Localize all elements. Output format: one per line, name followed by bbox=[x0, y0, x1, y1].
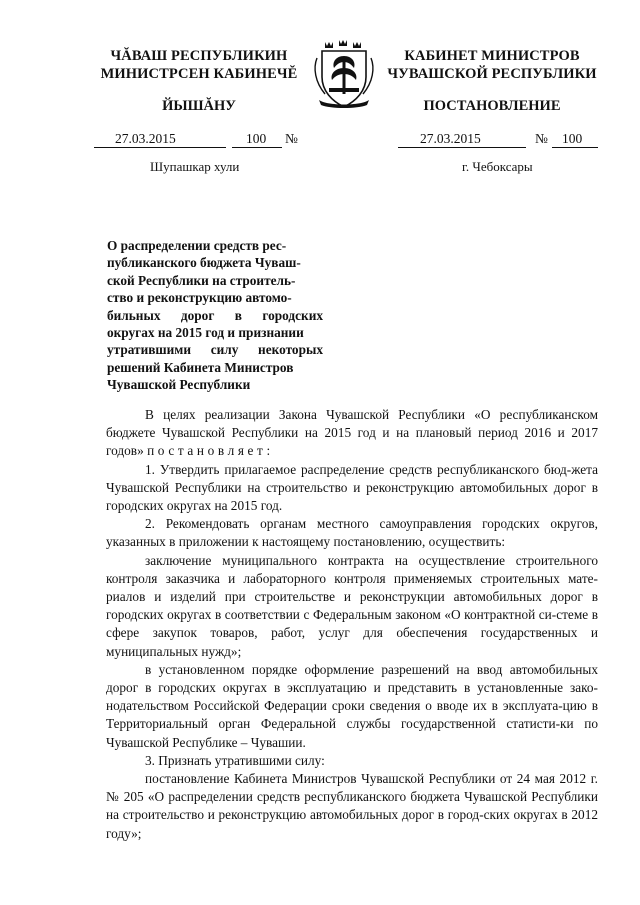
right-number-sign: № bbox=[535, 131, 548, 146]
right-date: 27.03.2015 bbox=[420, 131, 481, 146]
body-paragraph: заключение муниципального контракта на осуществление строительного контроля заказчика и лабораторного контроля применяемых строительных мате-риалов и изделий при строительстве и реконструкции автомобильных дорог в городских округах в соответствии с Федеральным законом «О контрактной си-стеме в сфере закупок товаров, работ, услуг для обеспечения государственных и муниципальных нужд»; bbox=[106, 552, 598, 659]
left-number: 100 bbox=[246, 131, 267, 146]
preamble-paragraph bbox=[106, 406, 598, 461]
left-city: Шупашкар хули bbox=[150, 159, 240, 174]
preamble-text: В целях реализации Закона Чувашской Республики «О республиканском бюджете Чувашской Республики на 2015 год и на плановый период 2016 и 2017 годов» bbox=[106, 407, 598, 459]
right-doc-type: ПОСТАНОВЛЕНИЕ bbox=[423, 98, 561, 114]
title-line: решений Кабинета Министров bbox=[107, 359, 294, 375]
title-line: публиканского бюджета Чуваш- bbox=[107, 255, 301, 271]
document-title bbox=[107, 237, 323, 394]
title-line: О распределении средств рес- bbox=[107, 238, 287, 253]
left-org-line1: ЧĂВАШ РЕСПУБЛИКИН bbox=[110, 48, 288, 64]
header-left-org bbox=[90, 47, 308, 83]
title-line: округах на 2015 год и признании bbox=[107, 325, 304, 341]
left-org-line2: МИНИСТРСЕН КАБИНЕЧĔ bbox=[100, 66, 298, 82]
body-paragraph: в установленном порядке оформление разрешений на ввод автомобильных дорог в городских округах в эксплуатацию и представить в установленные зако-нодательством Российской Федерации сроки сведения о вводе их в эксплуата-цию в Территориальный орган Федеральной службы государственной статисти-ки по Чувашской Республике – Чувашии. bbox=[106, 661, 598, 750]
coat-of-arms-icon bbox=[311, 38, 377, 110]
title-line: ство и реконструкцию автомо- bbox=[107, 290, 292, 306]
body-paragraph: 2. Рекомендовать органам местного самоуправления городских округов, указанных в приложении к настоящему постановлению, осуществить: bbox=[106, 516, 598, 550]
left-doc-type: ЙЫШĂНУ bbox=[162, 98, 236, 114]
right-city: г. Чебоксары bbox=[462, 159, 533, 174]
document-body bbox=[106, 406, 598, 843]
right-number-underline bbox=[552, 147, 598, 148]
body-paragraph: 1. Утвердить прилагаемое распределение средств республиканского бюд-жета Чувашской Республики на строительство и реконструкцию автомобильных дорог в городских округах на 2015 год. bbox=[106, 461, 598, 514]
right-org-line2: ЧУВАШСКОЙ РЕСПУБЛИКИ bbox=[387, 66, 597, 82]
left-number-sign: № bbox=[285, 131, 298, 146]
title-line: Чувашской Республики bbox=[107, 377, 251, 393]
right-date-underline bbox=[398, 147, 526, 148]
left-date-underline bbox=[94, 147, 226, 148]
right-number: 100 bbox=[562, 131, 583, 146]
title-line: бильных дорог в городских bbox=[107, 307, 323, 323]
title-line: утратившими силу некоторых bbox=[107, 342, 323, 358]
title-line: ской Республики на строитель- bbox=[107, 272, 296, 288]
body-paragraph: 3. Признать утратившими силу: bbox=[145, 752, 325, 768]
decree-word: постановляет: bbox=[147, 443, 274, 459]
right-org-line1: КАБИНЕТ МИНИСТРОВ bbox=[404, 48, 580, 64]
body-paragraph: постановление Кабинета Министров Чувашской Республики от 24 мая 2012 г. № 205 «О распределении средств республиканского бюджета Чувашской Республики на строительство и реконструкцию автомобильных дорог в город-ских округах в 2012 году»; bbox=[106, 771, 598, 841]
left-number-underline bbox=[232, 147, 282, 148]
left-date: 27.03.2015 bbox=[115, 131, 176, 146]
header-right-org bbox=[378, 47, 606, 83]
